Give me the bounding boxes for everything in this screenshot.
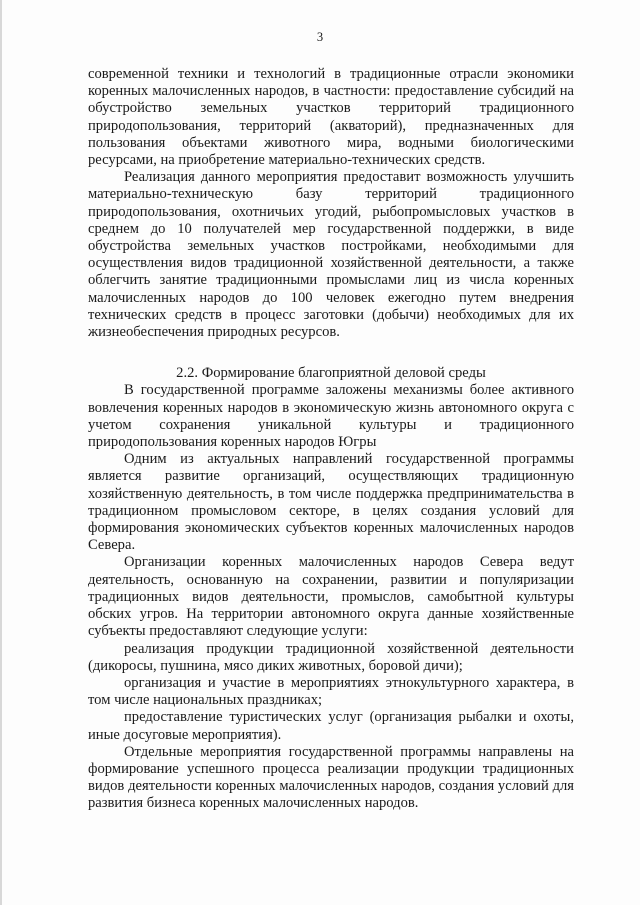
section-heading: 2.2. Формирование благоприятной деловой среды — [176, 365, 486, 382]
paragraph-directions: Одним из актуальных направлений государственной программы является развитие организаций, осуществляющих традиционную хозяйственную деятельность, в том числе поддержка предпринимательства в традиционном промысловом секторе, в целях создания условий для формирования экономических субъектов коренных малочисленных народов Севера. — [88, 451, 574, 554]
document-body — [88, 66, 574, 813]
paragraph-continuation: современной техники и технологий в традиционные отрасли экономики коренных малочисленных народов, в частности: предоставление субсидий на обустройство земельных участков территорий традиционного природопользования, территорий (акваторий), предназначенных для пользования объектами животного мира, водными биологическими ресурсами, на приобретение материально-технических средств. — [88, 66, 574, 169]
paragraph-implementation: Реализация данного мероприятия предоставит возможность улучшить материально-техническую базу территорий традиционного природопользования, охотничьих угодий, рыбопромысловых участков в среднем до 10 получателей мер государственной поддержки, в виде обустройства земельных участков постройками, необходимыми для осуществления видов традиционной хозяйственной деятельности, а также облегчить занятие традиционными промыслами лиц из числа коренных малочисленных народов до 100 человек ежегодно путем внедрения технических средств в процесс заготовки (добычи) необходимых для их жизнеобеспечения природных ресурсов. — [88, 169, 574, 341]
list-item-events: организация и участие в мероприятиях этнокультурного характера, в том числе национальных праздниках; — [88, 674, 574, 709]
list-item-sales: реализация продукции традиционной хозяйственной деятельности (дикоросы, пушнина, мясо диких животных, боровой дичи); — [88, 640, 574, 674]
list-item-tourism: предоставление туристических услуг (организация рыбалки и охоты, иные досуговые мероприятия). — [88, 709, 574, 743]
paragraph-organizations: Организации коренных малочисленных народов Севера ведут деятельность, основанную на сохранении, развитии и популяризации традиционных видов деятельности, промыслов, самобытной культуры обских угров. На территории автономного округа данные хозяйственные субъекты предоставляют следующие услуги: — [88, 554, 574, 640]
paragraph-measures: Отдельные мероприятия государственной программы направлены на формирование успешного процесса реализации продукции традиционных видов деятельности коренных малочисленных народов, создания условий для развития бизнеса коренных малочисленных народов. — [88, 743, 574, 812]
page-number: 3 — [316, 30, 324, 44]
paragraph-mechanisms: В государственной программе заложены механизмы более активного вовлечения коренных народов в экономическую жизнь автономного округа с учетом сохранения уникальной культуры и традиционного природопользования коренных народов Югры — [88, 382, 574, 451]
